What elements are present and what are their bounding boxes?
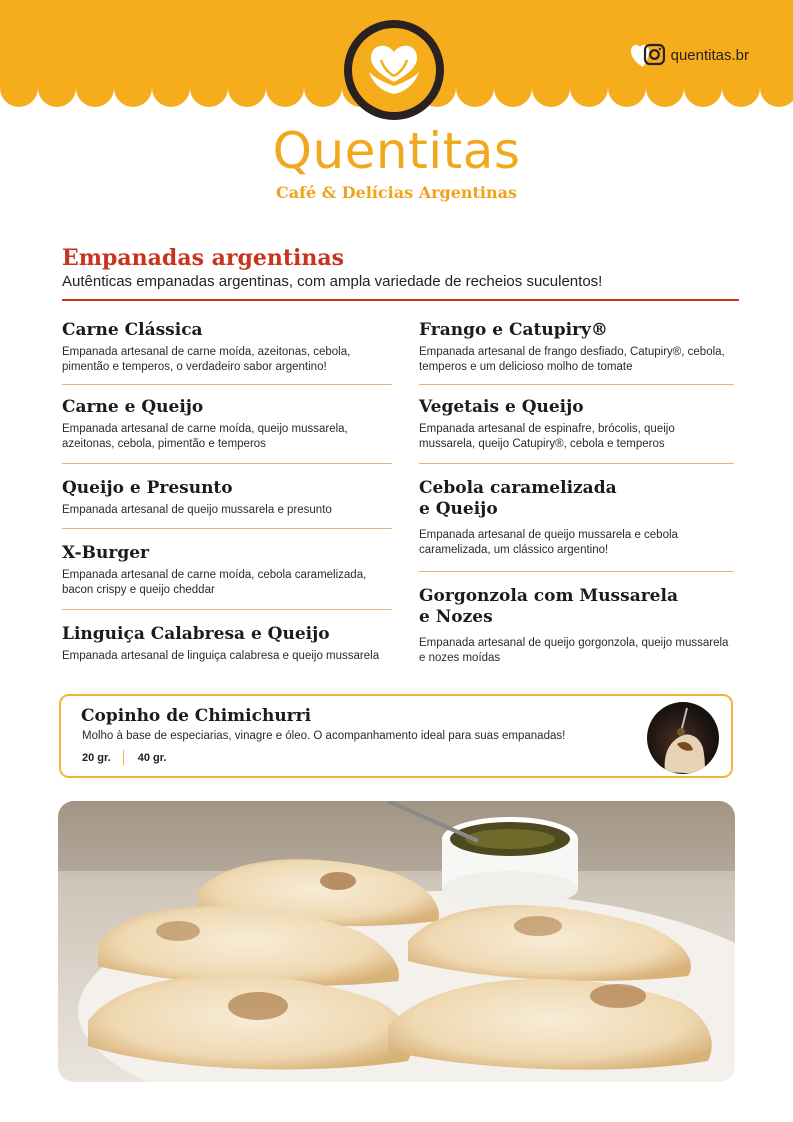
menu-item (62, 610, 392, 664)
menu-item-description: Empanada artesanal de carne moída, azeitonas, cebola, pimentão e temperos, o verdadeiro sabor argentino! (62, 346, 351, 373)
menu-item-description: Empanada artesanal de queijo mussarela e presunto (62, 504, 332, 516)
size-separator (123, 750, 124, 765)
menu-item-name: Queijo e Presunto (62, 478, 233, 498)
menu-item-description: Empanada artesanal de linguiça calabresa e queijo mussarela (62, 650, 380, 662)
menu-item-name: Gorgonzola com Mussarela e Nozes (419, 586, 678, 627)
menu-item-description: Empanada artesanal de queijo gorgonzola, queijo mussarela e nozes moídas (419, 637, 729, 664)
menu-item-name: Vegetais e Queijo (419, 397, 584, 417)
chimichurri-title: Copinho de Chimichurri (81, 706, 312, 726)
menu-item-description: Empanada artesanal de espinafre, brócolis, queijo mussarela, queijo Catupiry®, cebola e temperos (419, 423, 675, 450)
chimichurri-description: Molho à base de especiarias, vinagre e óleo. O acompanhamento ideal para suas empanadas! (82, 730, 566, 742)
chimichurri-photo (647, 702, 719, 774)
menu-item (62, 529, 392, 610)
empanadas-photo (58, 801, 735, 1082)
menu-column-right (419, 320, 734, 666)
menu-item (419, 464, 734, 572)
menu-item-description: Empanada artesanal de queijo mussarela e cebola caramelizada, um clássico argentino! (419, 529, 678, 556)
menu-item-description: Empanada artesanal de frango desfiado, Catupiry®, cebola, temperos e um delicioso molho de tomate (419, 346, 725, 373)
size-small: 20 gr. (82, 751, 111, 764)
instagram-link[interactable] (631, 42, 749, 68)
menu-item-description: Empanada artesanal de carne moída, cebola caramelizada, bacon crispy e queijo cheddar (62, 569, 367, 596)
menu-item (419, 572, 734, 666)
menu-item-name: X-Burger (62, 543, 149, 563)
instagram-handle: quentitas.br (670, 46, 749, 64)
menu-column-left (62, 320, 392, 664)
menu-item-name: Cebola caramelizada e Queijo (419, 478, 617, 519)
menu-item (62, 464, 392, 529)
chimichurri-box (59, 694, 733, 778)
brand-name: Quentitas (272, 122, 521, 180)
menu-item-name: Carne e Queijo (62, 397, 204, 417)
size-large: 40 gr. (137, 751, 167, 764)
menu-item (419, 385, 734, 464)
brand-tagline: Café & Delícias Argentinas (275, 183, 518, 202)
menu-item-name: Carne Clássica (62, 320, 203, 340)
section-divider (62, 299, 739, 301)
croissant-heart-icon (363, 42, 425, 98)
instagram-icon (631, 42, 665, 68)
section-subtitle: Autênticas empanadas argentinas, com ampla variedade de recheios suculentos! (62, 273, 603, 290)
section-title: Empanadas argentinas (62, 245, 344, 271)
menu-item-name: Frango e Catupiry® (419, 320, 608, 340)
brand-logo (344, 20, 444, 120)
menu-item (62, 320, 392, 385)
menu-item-name: Linguiça Calabresa e Queijo (62, 624, 330, 644)
menu-item (419, 320, 734, 385)
chimichurri-sizes (82, 750, 167, 765)
menu-item (62, 385, 392, 464)
menu-item-description: Empanada artesanal de carne moída, queijo mussarela, azeitonas, cebola, pimentão e temperos (62, 423, 348, 450)
